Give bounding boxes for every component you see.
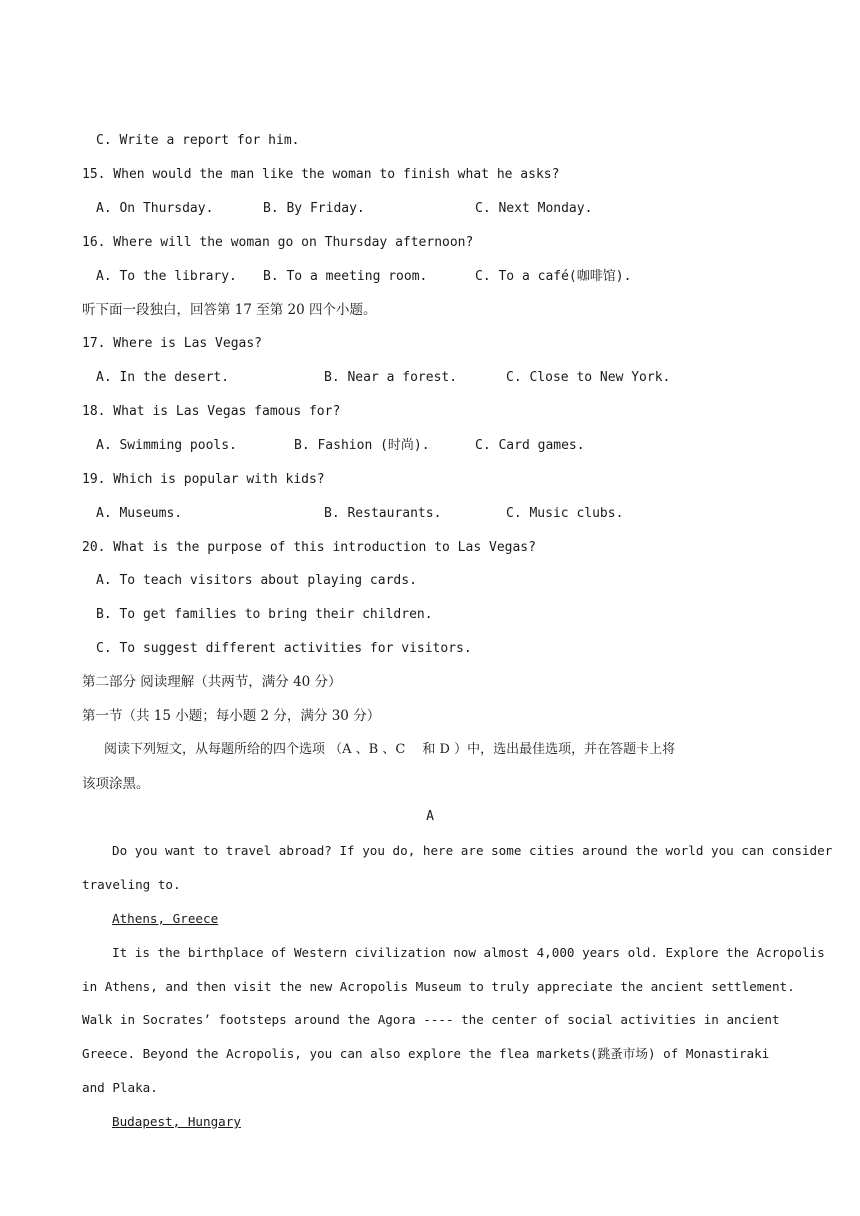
q14-option-c: C. Write a report for him. [96, 133, 300, 148]
q16-option-b: B. To a meeting room. [263, 269, 428, 284]
intro-line1: Do you want to travel abroad? If you do, here are some cities around the world you can consider [112, 843, 833, 858]
q15-option-a: A. On Thursday. [96, 201, 214, 216]
athens-line3: Walk in Socrates’ footsteps around the Agora ---- the center of social activities in ancient [82, 1012, 780, 1027]
athens-line1: It is the birthplace of Western civilization now almost 4,000 years old. Explore the Acropolis [112, 945, 825, 960]
q18-option-a: A. Swimming pools. [96, 438, 237, 453]
athens-line2: in Athens, and then visit the new Acropolis Museum to truly appreciate the ancient settlement. [82, 979, 795, 994]
q18-option-b: B. Fashion (时尚). [294, 438, 430, 453]
q18-option-c: C. Card games. [475, 438, 585, 453]
section-one-heading: 第一节（共 15 小题；每小题 2 分，满分 30 分） [82, 708, 381, 724]
q15-question: 15. When would the man like the woman to finish what he asks? [82, 167, 560, 182]
q20-option-c: C. To suggest different activities for visitors. [96, 641, 472, 656]
q15-option-b: B. By Friday. [263, 201, 365, 216]
q17-option-c: C. Close to New York. [506, 370, 671, 385]
q19-option-c: C. Music clubs. [506, 506, 624, 521]
budapest-title: Budapest, Hungary [112, 1114, 241, 1129]
monologue-instruction: 听下面一段独白，回答第 17 至第 20 四个小题。 [82, 302, 377, 318]
q17-option-a: A. In the desert. [96, 370, 230, 385]
q18-question: 18. What is Las Vegas famous for? [82, 404, 341, 419]
athens-line4: Greece. Beyond the Acropolis, you can also explore the flea markets(跳蚤市场) of Monastiraki [82, 1046, 770, 1061]
athens-title: Athens, Greece [112, 911, 219, 926]
q16-option-a: A. To the library. [96, 269, 237, 284]
q20-option-b: B. To get families to bring their children. [96, 607, 433, 622]
q17-question: 17. Where is Las Vegas? [82, 336, 263, 351]
q17-option-b: B. Near a forest. [324, 370, 458, 385]
passage-label: A [426, 809, 434, 824]
athens-line5: and Plaka. [82, 1080, 158, 1095]
q16-option-c: C. To a café(咖啡馆). [475, 269, 632, 284]
q20-option-a: A. To teach visitors about playing cards. [96, 573, 417, 588]
reading-instruction-line2: 该项涂黑。 [82, 776, 150, 792]
reading-instruction-line1: 阅读下列短文，从每题所给的四个选项 （A 、B 、C 和 D ）中，选出最佳选项，并在答题卡上将 [104, 742, 676, 757]
q20-question: 20. What is the purpose of this introduction to Las Vegas? [82, 540, 536, 555]
q19-option-a: A. Museums. [96, 506, 183, 521]
q19-question: 19. Which is popular with kids? [82, 472, 325, 487]
q16-question: 16. Where will the woman go on Thursday afternoon? [82, 235, 474, 250]
q19-option-b: B. Restaurants. [324, 506, 442, 521]
intro-line2: traveling to. [82, 877, 181, 892]
q15-option-c: C. Next Monday. [475, 201, 593, 216]
part-two-heading: 第二部分 阅读理解（共两节，满分 40 分） [82, 674, 342, 690]
